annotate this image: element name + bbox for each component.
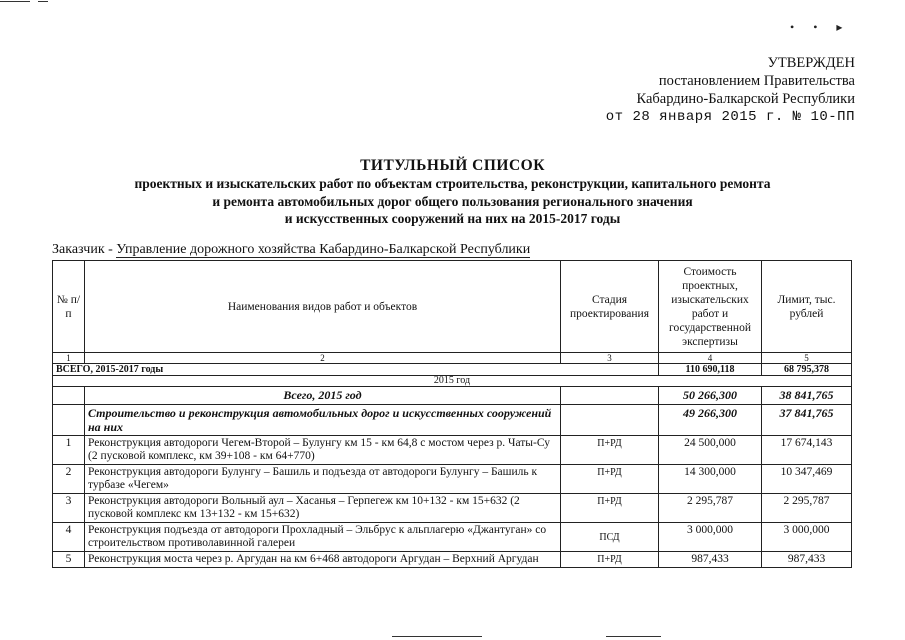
header-cost: Стоимость проектных, изыскательских работ и государственной экспертизы	[659, 261, 762, 353]
approval-line: постановлением Правительства	[658, 73, 855, 89]
section-cost: 49 266,300	[659, 405, 762, 436]
row-num: 2	[53, 465, 85, 494]
section-row	[53, 405, 852, 436]
scan-artifact-dash	[38, 1, 48, 2]
scan-artifact-line	[606, 636, 661, 637]
year-total-label: Всего, 2015 год	[85, 387, 561, 405]
row-stage: ПСД	[561, 523, 659, 552]
customer-prefix: Заказчик -	[52, 242, 117, 257]
row-num: 4	[53, 523, 85, 552]
row-name: Реконструкция автодороги Булунгу – Башиль и подъезда от автодороги Булунгу – Башиль к турбазе «Чегем»	[85, 465, 561, 494]
colnum-5: 5	[762, 353, 852, 364]
approval-date-stamp: от 28 января 2015 г. № 10-ПП	[605, 109, 855, 125]
customer-name: Управление дорожного хозяйства Кабардино-Балкарской Республики	[116, 242, 531, 257]
document-subtitle: и ремонта автомобильных дорог общего пользования регионального значения	[212, 193, 693, 209]
empty-cell	[561, 405, 659, 436]
year-total-cost: 50 266,300	[659, 387, 762, 405]
document-title-block	[0, 156, 905, 228]
grand-total-label: ВСЕГО, 2015-2017 годы	[53, 364, 659, 376]
row-name: Реконструкция подъезда от автодороги Прохладный – Эльбрус к альплагерю «Джантуган» со строительством противолавинной галереи	[85, 523, 561, 552]
grand-total-row	[53, 364, 852, 376]
header-num: № п/п	[53, 261, 85, 353]
table-row	[53, 523, 852, 552]
scan-artifact-dots: • • ▸	[790, 20, 851, 34]
table-row	[53, 436, 852, 465]
grand-total-limit: 68 795,378	[762, 364, 852, 376]
document-subtitle: и искусственных сооружений на них на 2015-2017 годы	[284, 211, 621, 226]
column-number-row	[53, 353, 852, 364]
colnum-3: 3	[561, 353, 659, 364]
row-limit: 17 674,143	[762, 436, 852, 465]
row-limit: 987,433	[762, 552, 852, 568]
row-cost: 3 000,000	[659, 523, 762, 552]
row-num: 1	[53, 436, 85, 465]
scan-artifact-line	[392, 636, 482, 637]
header-limit: Лимит, тыс. рублей	[762, 261, 852, 353]
row-stage: П+РД	[561, 465, 659, 494]
year-total-row	[53, 387, 852, 405]
row-cost: 2 295,787	[659, 494, 762, 523]
row-cost: 24 500,000	[659, 436, 762, 465]
section-limit: 37 841,765	[762, 405, 852, 436]
table-row	[53, 552, 852, 568]
approval-block	[606, 54, 855, 126]
row-num: 5	[53, 552, 85, 568]
document-title: ТИТУЛЬНЫЙ СПИСОК	[360, 157, 545, 174]
row-stage: П+РД	[561, 552, 659, 568]
row-name: Реконструкция моста через р. Аргудан на км 6+468 автодороги Аргудан – Верхний Аргудан	[85, 552, 561, 568]
row-name: Реконструкция автодороги Вольный аул – Хасанья – Герпегеж км 10+132 - км 15+632 (2 пусковой комплекс км 13+132 - км 15+632)	[85, 494, 561, 523]
row-name: Реконструкция автодороги Чегем-Второй – Булунгу км 15 - км 64,8 с мостом через р. Чаты-Су (2 пусковой комплекс, км 39+108 - км 64+770)	[85, 436, 561, 465]
colnum-1: 1	[53, 353, 85, 364]
row-cost: 987,433	[659, 552, 762, 568]
table-row	[53, 465, 852, 494]
colnum-4: 4	[659, 353, 762, 364]
colnum-2: 2	[85, 353, 561, 364]
row-limit: 2 295,787	[762, 494, 852, 523]
empty-cell	[53, 405, 85, 436]
document-subtitle: проектных и изыскательских работ по объектам строительства, реконструкции, капитального ремонта	[134, 176, 771, 191]
empty-cell	[561, 387, 659, 405]
title-list-table	[52, 260, 852, 568]
header-stage: Стадия проектирования	[561, 261, 659, 353]
row-num: 3	[53, 494, 85, 523]
table-row	[53, 494, 852, 523]
approval-title: УТВЕРЖДЕН	[767, 55, 855, 71]
scan-artifact-line	[0, 1, 30, 2]
year-total-limit: 38 841,765	[762, 387, 852, 405]
year-row	[53, 376, 852, 387]
section-label: Строительство и реконструкция автомобильных дорог и искусственных сооружений на них	[85, 405, 561, 436]
year-label: 2015 год	[53, 376, 852, 387]
empty-cell	[53, 387, 85, 405]
row-limit: 3 000,000	[762, 523, 852, 552]
grand-total-cost: 110 690,118	[659, 364, 762, 376]
header-name: Наименования видов работ и объектов	[85, 261, 561, 353]
row-stage: П+РД	[561, 494, 659, 523]
customer-line	[52, 242, 530, 258]
row-stage: П+РД	[561, 436, 659, 465]
table-header-row	[53, 261, 852, 353]
row-cost: 14 300,000	[659, 465, 762, 494]
row-limit: 10 347,469	[762, 465, 852, 494]
approval-line: Кабардино-Балкарской Республики	[636, 91, 855, 107]
